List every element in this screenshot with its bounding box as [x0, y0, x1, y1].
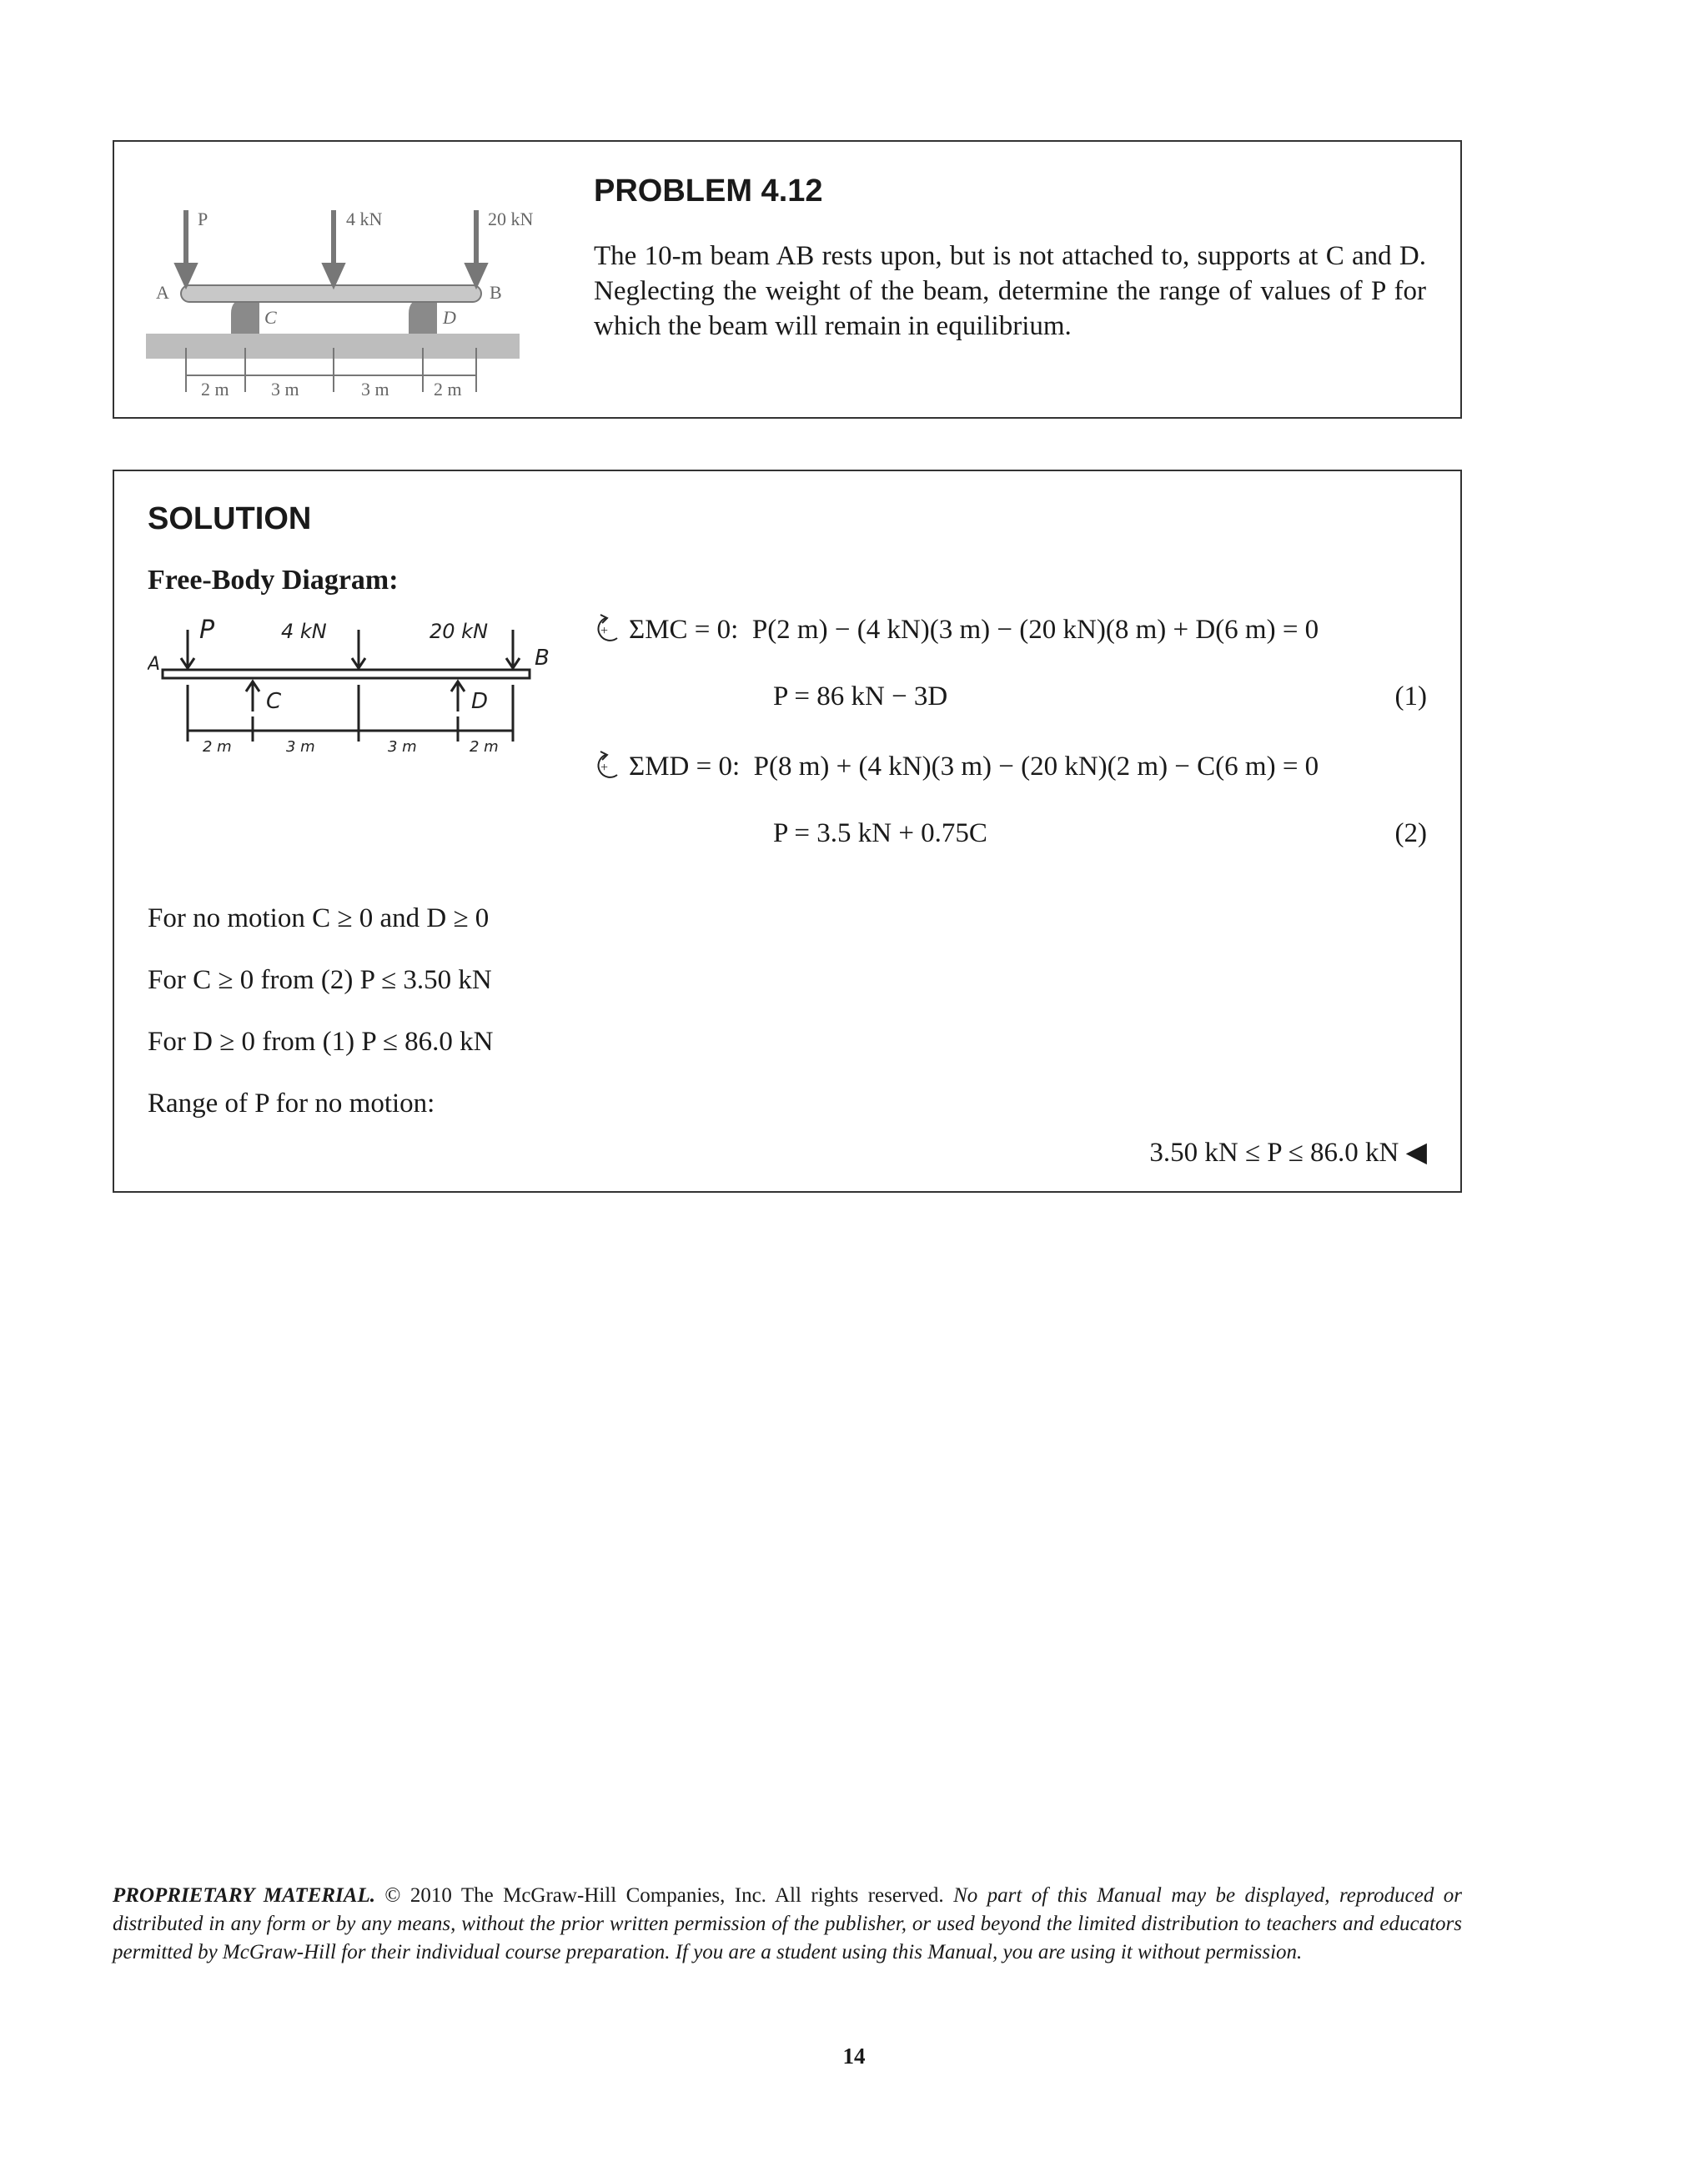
support-d-shape: [409, 299, 437, 334]
moment-c-equation: [594, 613, 1319, 646]
load-20kn-label: 20 kN: [488, 209, 534, 229]
moment-c-lhs: ΣMC = 0:: [629, 615, 739, 645]
fbd-b-label: B: [535, 646, 550, 671]
moment-c-rhs: P(2 m) − (4 kN)(3 m) − (20 kN)(8 m) + D(6 m) = 0: [751, 615, 1319, 645]
svg-text:+: +: [600, 761, 609, 775]
fbd-dim-3-label: 3 m: [388, 738, 417, 756]
dim-4-label: 2 m: [434, 379, 462, 395]
fbd-dim-4-label: 2 m: [470, 738, 499, 756]
final-answer: 3.50 kN ≤ P ≤ 86.0 kN ◀: [1149, 1138, 1427, 1168]
footer-notice: No part of this Manual may be displayed, reproduced or distributed in any form or by any means, without the prior written permission of the publisher, or used beyond the limited distribution to teachers and educators permitted by McGraw-Hill for their individual course preparation. If you are a student using this Manual, you are using it without permission.: [113, 1884, 1463, 1963]
condition-no-motion: For no motion C ≥ 0 and D ≥ 0: [148, 903, 490, 933]
fbd-4kn-label: 4 kN: [281, 620, 327, 643]
solution-box: [113, 470, 1462, 1193]
problem-statement: The 10-m beam AB rests upon, but is not attached to, supports at C and D. Neglecting the weight of the beam, determine the range of values of P for which the beam will remain in equilibrium.: [594, 241, 1426, 341]
fbd-c-label: C: [266, 689, 282, 714]
moment-d-equation: [594, 750, 1319, 782]
fbd-beam: [163, 670, 530, 678]
support-c-label: C: [264, 307, 277, 328]
dim-2-label: 3 m: [271, 379, 299, 395]
problem-title: PROBLEM 4.12: [594, 173, 823, 209]
end-a-label: A: [156, 282, 169, 303]
condition-d: For D ≥ 0 from (1) P ≤ 86.0 kN: [148, 1027, 494, 1057]
load-p-label: P: [198, 209, 208, 229]
svg-text:+: +: [600, 624, 609, 638]
dim-1-label: 2 m: [201, 379, 229, 395]
end-b-label: B: [490, 282, 502, 303]
fbd-d-label: D: [471, 689, 489, 714]
footer-copyright: © 2010 The McGraw-Hill Companies, Inc. All rights reserved.: [384, 1884, 944, 1907]
equation-1: P = 86 kN − 3D: [773, 681, 948, 711]
equation-2-number: (2): [1394, 818, 1427, 848]
equation-2: P = 3.5 kN + 0.75C: [773, 818, 987, 848]
moment-d-rhs: P(8 m) + (4 kN)(3 m) − (20 kN)(2 m) − C(6 m) = 0: [753, 752, 1319, 782]
problem-box: [113, 140, 1462, 419]
ccw-moment-icon: [594, 613, 625, 645]
support-c-shape: [231, 299, 259, 334]
copyright-footer: [113, 1882, 1462, 1967]
footer-lead: PROPRIETARY MATERIAL.: [113, 1884, 375, 1907]
page-number: 14: [842, 2044, 866, 2069]
fbd-a-label: A: [148, 654, 161, 675]
free-body-diagram: [148, 618, 565, 768]
load-4kn-label: 4 kN: [346, 209, 383, 229]
equation-1-number: (1): [1394, 681, 1427, 711]
fbd-dim-1-label: 2 m: [203, 738, 232, 756]
support-d-label: D: [443, 307, 456, 328]
range-label: Range of P for no motion:: [148, 1088, 435, 1119]
beam-figure: [146, 177, 580, 395]
moment-d-lhs: ΣMD = 0:: [629, 752, 741, 782]
ccw-moment-icon: [594, 750, 625, 782]
fbd-dim-2-label: 3 m: [286, 738, 315, 756]
condition-c: For C ≥ 0 from (2) P ≤ 3.50 kN: [148, 965, 492, 995]
fbd-label: Free-Body Diagram:: [148, 565, 399, 596]
fbd-p-label: P: [199, 618, 215, 645]
dim-3-label: 3 m: [361, 379, 389, 395]
beam: [181, 285, 481, 302]
fbd-20kn-label: 20 kN: [430, 620, 489, 643]
solution-title: SOLUTION: [148, 501, 312, 536]
